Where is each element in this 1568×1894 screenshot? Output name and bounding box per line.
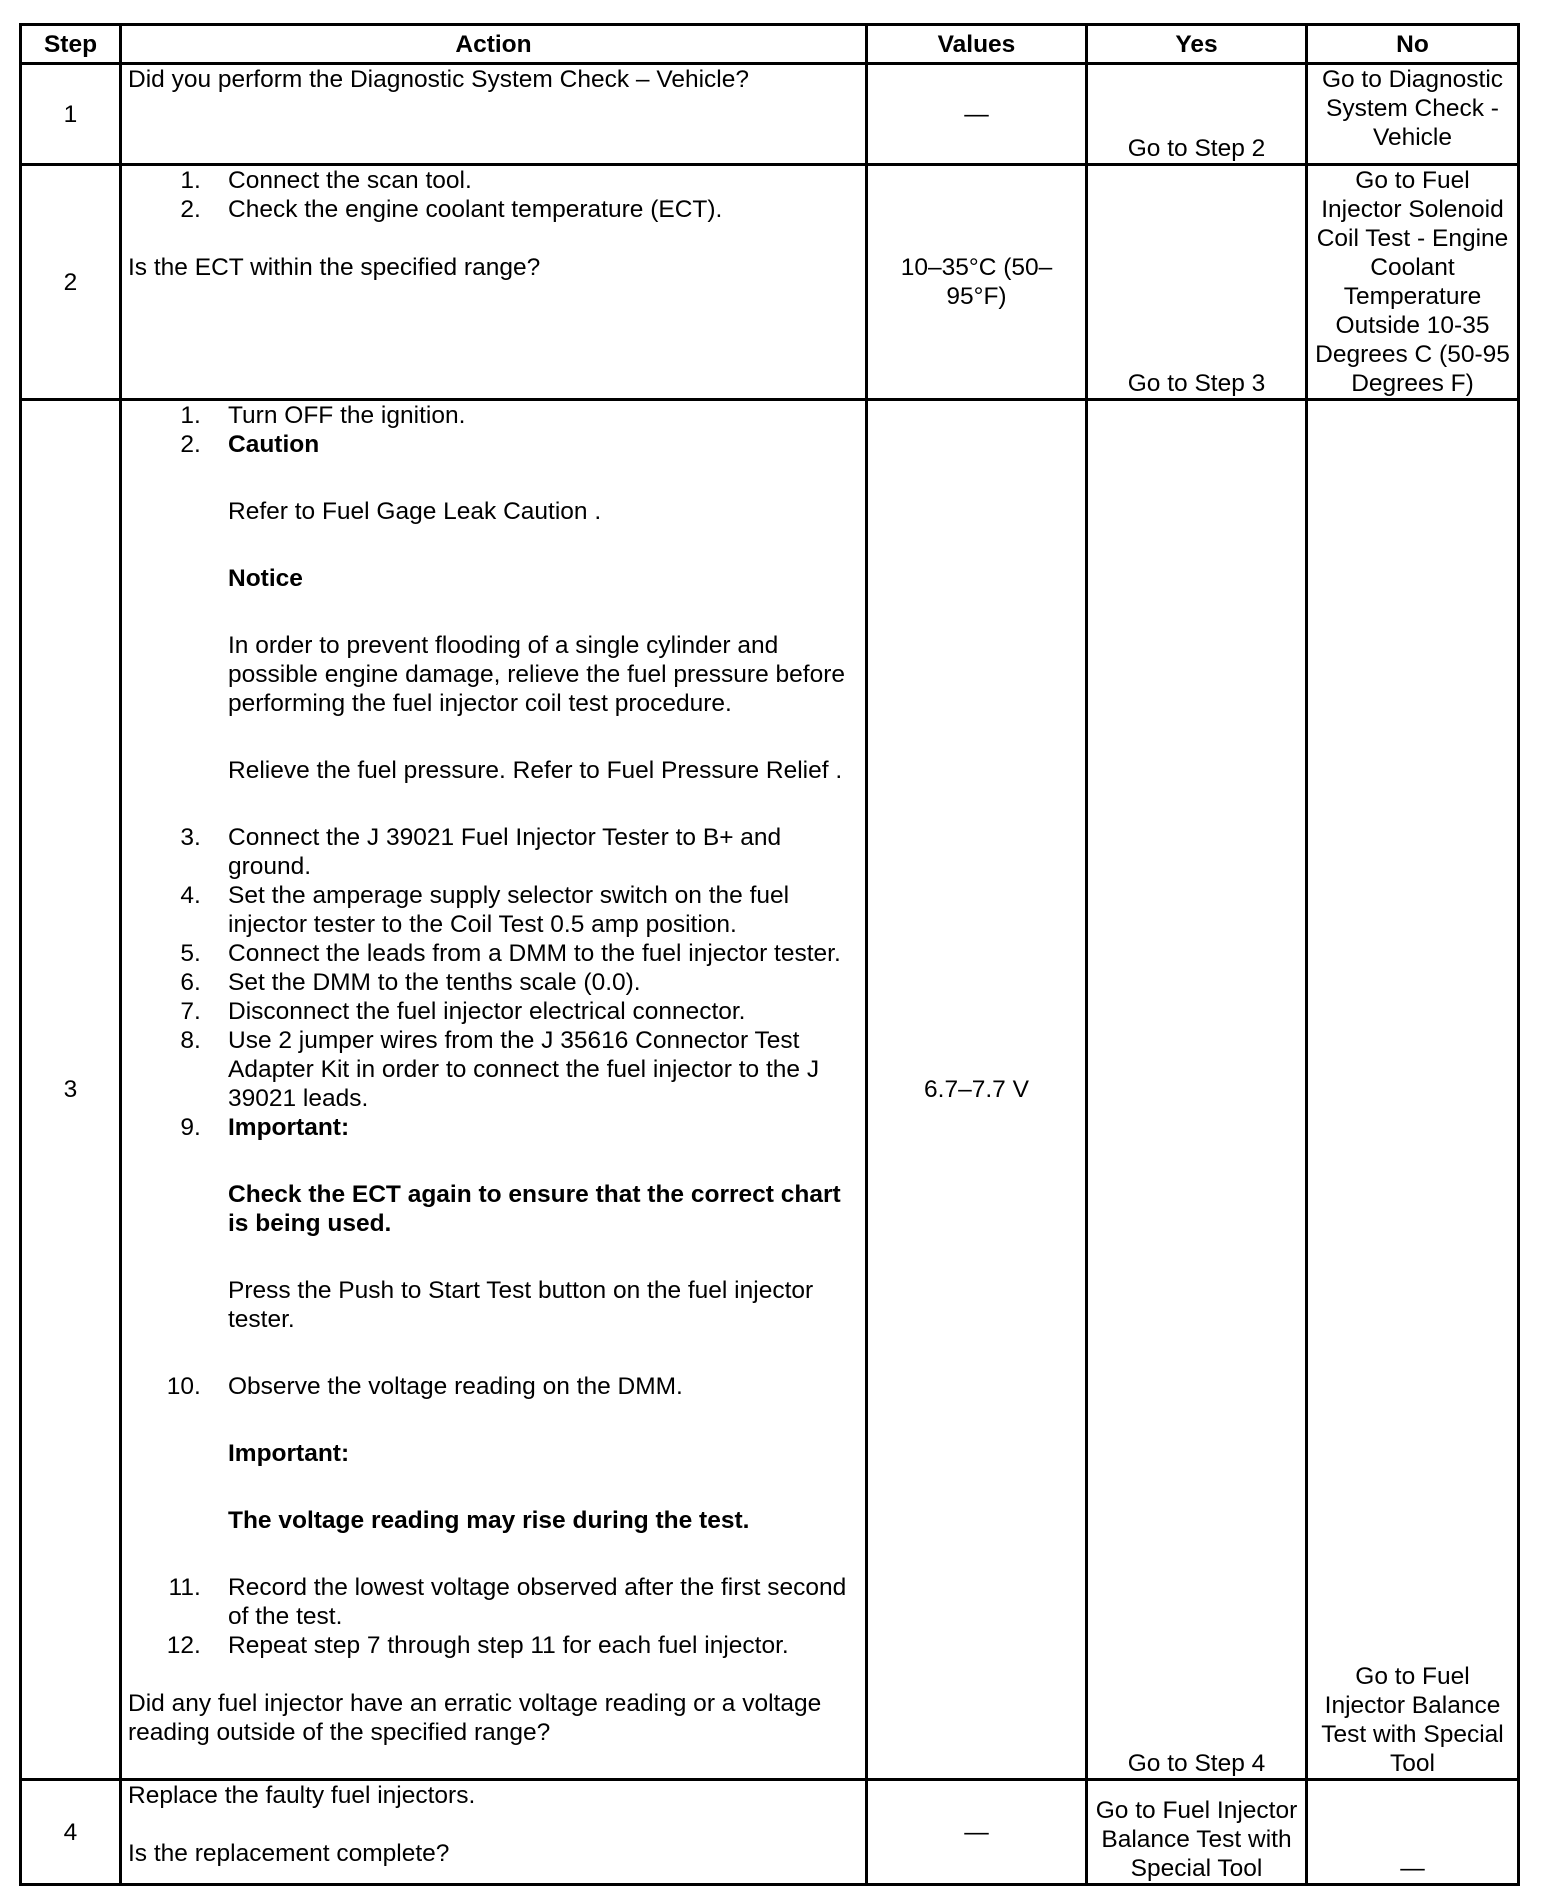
action-question: Is the replacement complete? [128, 1840, 450, 1867]
important-heading: 9. Important: [228, 1114, 350, 1141]
action-text: Replace the faulty fuel injectors. [128, 1782, 476, 1809]
action-step: 3. Connect the J 39021 Fuel Injector Tester to B+ and ground. [228, 823, 859, 881]
action-step [228, 430, 859, 823]
values-cell: — [867, 1780, 1087, 1885]
header-action: Action [121, 25, 867, 64]
header-no: No [1307, 25, 1519, 64]
yes-link[interactable]: Go to Step 4 [1087, 400, 1307, 1780]
step-number: 1 [21, 64, 121, 165]
values-cell: — [867, 64, 1087, 165]
action-question: Did you perform the Diagnostic System Check – Vehicle? [128, 66, 749, 93]
action-step [228, 1372, 859, 1573]
table-row-step-1 [21, 64, 1519, 165]
header-step: Step [21, 25, 121, 64]
important-text: Check the ECT again to ensure that the correct chart is being used. [228, 1181, 841, 1237]
action-step: 1. Connect the scan tool. [228, 166, 859, 195]
action-step: 11. Record the lowest voltage observed after the first second of the test. [228, 1573, 859, 1631]
action-cell [121, 165, 867, 400]
yes-link[interactable]: Go to Step 3 [1087, 165, 1307, 400]
action-step: 2. Check the engine coolant temperature (ECT). [228, 195, 859, 224]
action-step-text[interactable]: Relieve the fuel pressure. Refer to Fuel Pressure Relief . [228, 757, 843, 784]
no-link[interactable]: Go to Fuel Injector Balance Test with Special Tool [1307, 400, 1519, 1780]
action-step: 1. Turn OFF the ignition. [228, 401, 859, 430]
action-steps-list [128, 166, 859, 224]
action-step: 4. Set the amperage supply selector switch on the fuel injector tester to the Coil Test 0.5 amp position. [228, 881, 859, 939]
action-cell [121, 400, 867, 1780]
values-cell: 6.7–7.7 V [867, 400, 1087, 1780]
action-steps-list [128, 401, 859, 1660]
action-step: 8. Use 2 jumper wires from the J 35616 Connector Test Adapter Kit in order to connect the fuel injector to the J 39021 leads. [228, 1026, 859, 1113]
table-row-step-4 [21, 1780, 1519, 1885]
table-row-step-3 [21, 400, 1519, 1780]
table-row-step-2 [21, 165, 1519, 400]
values-cell: 10–35°C (50–95°F) [867, 165, 1087, 400]
header-row [21, 25, 1519, 64]
action-step-text: 10. Observe the voltage reading on the DMM. [228, 1373, 683, 1400]
header-values: Values [867, 25, 1087, 64]
no-link[interactable]: Go to Diagnostic System Check - Vehicle [1307, 64, 1519, 165]
action-step [228, 1113, 859, 1372]
header-yes: Yes [1087, 25, 1307, 64]
action-step: 7. Disconnect the fuel injector electrical connector. [228, 997, 859, 1026]
caution-heading: 2. Caution [228, 431, 320, 458]
step-number: 2 [21, 165, 121, 400]
caution-text[interactable]: Refer to Fuel Gage Leak Caution . [228, 498, 602, 525]
action-question: Did any fuel injector have an erratic voltage reading or a voltage reading outside of the specified range? [128, 1690, 822, 1746]
step-number: 4 [21, 1780, 121, 1885]
action-step: 12. Repeat step 7 through step 11 for each fuel injector. [228, 1631, 859, 1660]
no-cell: — [1307, 1780, 1519, 1885]
action-cell [121, 64, 867, 165]
step-number: 3 [21, 400, 121, 1780]
action-question: Is the ECT within the specified range? [128, 254, 541, 281]
important-text: The voltage reading may rise during the test. [228, 1507, 750, 1534]
action-cell [121, 1780, 867, 1885]
action-step-text: Press the Push to Start Test button on the fuel injector tester. [228, 1277, 814, 1333]
notice-heading: Notice [228, 565, 303, 592]
yes-link[interactable]: Go to Step 2 [1087, 64, 1307, 165]
diagnostic-table [19, 23, 1520, 1886]
action-step: 6. Set the DMM to the tenths scale (0.0). [228, 968, 859, 997]
no-link[interactable]: Go to Fuel Injector Solenoid Coil Test - Engine Coolant Temperature Outside 10-35 Degrees C (50-95 Degrees F) [1307, 165, 1519, 400]
action-step: 5. Connect the leads from a DMM to the fuel injector tester. [228, 939, 859, 968]
important-heading: Important: [228, 1440, 350, 1467]
yes-link[interactable]: Go to Fuel Injector Balance Test with Special Tool [1087, 1780, 1307, 1885]
notice-text: In order to prevent flooding of a single cylinder and possible engine damage, relieve the fuel pressure before performing the fuel injector coil test procedure. [228, 632, 845, 717]
